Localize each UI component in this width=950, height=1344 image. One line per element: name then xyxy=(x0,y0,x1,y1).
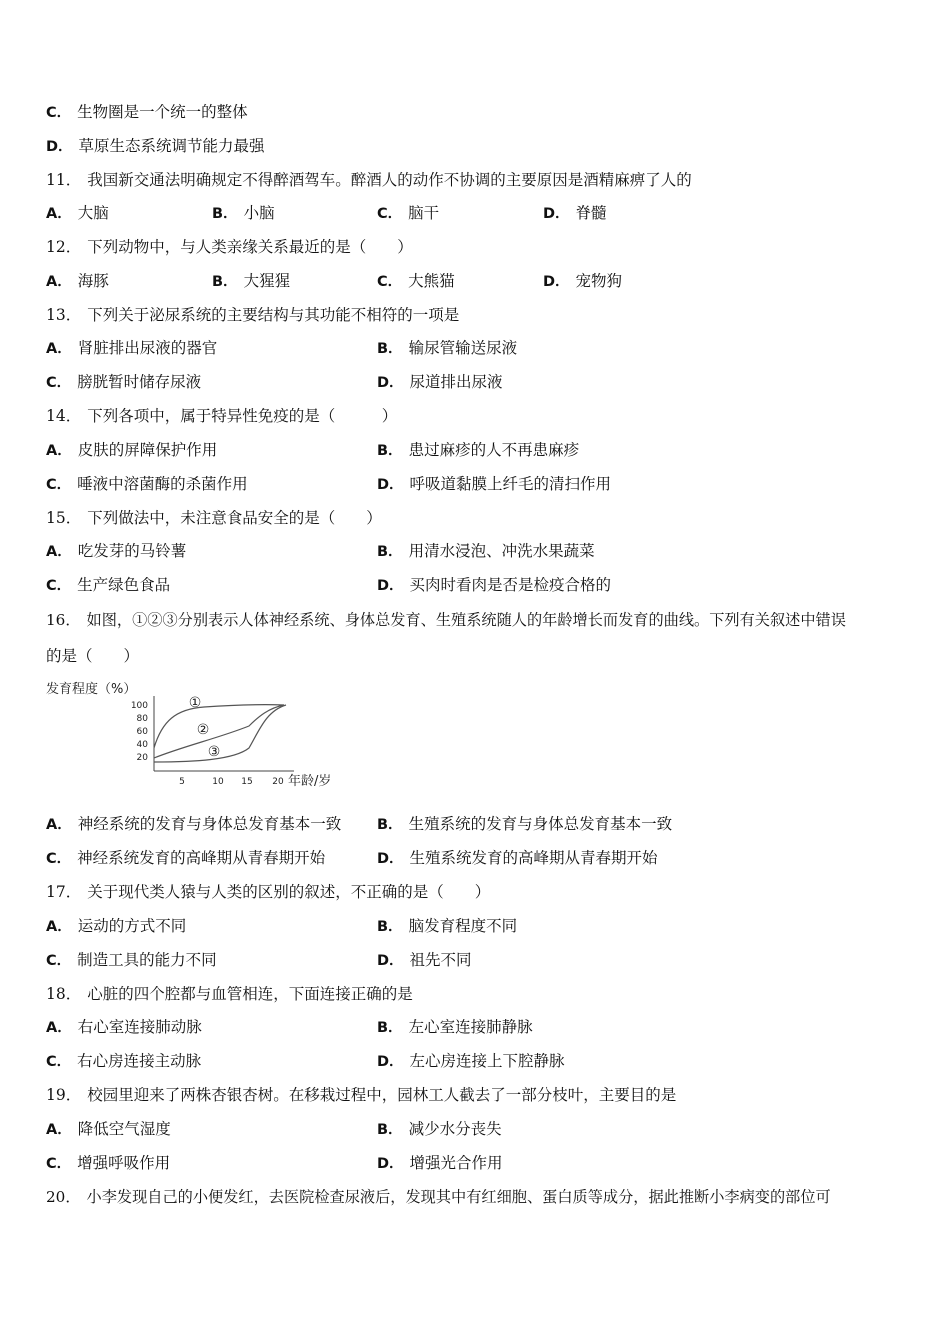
option-label: C． xyxy=(46,1156,72,1172)
option-label: C． xyxy=(46,578,72,594)
question-number: 20． xyxy=(46,1188,81,1206)
option-d-prev xyxy=(46,136,265,157)
question-text: 如图，①②③分别表示人体神经系统、身体总发育、生殖系统随人的年龄增长而发育的曲线。下列有关叙述中错误 xyxy=(86,611,846,629)
option-text: 神经系统的发育与身体总发育基本一致 xyxy=(77,815,342,833)
option-text: 生殖系统发育的高峰期从青春期开始 xyxy=(409,849,658,867)
option-text: 脑发育程度不同 xyxy=(408,917,518,935)
option-label: B． xyxy=(377,544,403,560)
option-text: 大脑 xyxy=(77,204,109,222)
question-text: 的是（ ） xyxy=(46,647,140,665)
y-tick-label: 20 xyxy=(136,753,148,763)
option-a xyxy=(46,338,217,359)
option-label: C． xyxy=(377,274,403,290)
option-a xyxy=(46,1017,202,1038)
option-label: A． xyxy=(46,274,72,290)
curve-nervous-system xyxy=(154,705,284,748)
option-label: B． xyxy=(377,1122,403,1138)
option-label: A． xyxy=(46,443,72,459)
y-tick-label: 100 xyxy=(130,701,148,711)
option-b xyxy=(377,1119,502,1140)
option-text: 小脑 xyxy=(243,204,275,222)
option-c xyxy=(377,271,455,292)
option-a xyxy=(46,271,109,292)
option-text: 吃发芽的马铃薯 xyxy=(77,542,187,560)
question-text: 关于现代类人猿与人类的区别的叙述，不正确的是（ ） xyxy=(87,883,491,901)
option-text: 祖先不同 xyxy=(409,951,472,969)
option-label: D． xyxy=(377,851,404,867)
question-text: 我国新交通法明确规定不得醉酒驾车。醉酒人的动作不协调的主要原因是酒精麻痹了人的 xyxy=(87,171,692,189)
option-label: B． xyxy=(212,206,238,222)
option-c xyxy=(46,575,170,596)
question-number: 16． xyxy=(46,611,81,629)
x-axis-label: 年龄/岁 xyxy=(288,774,332,789)
option-text: 尿道排出尿液 xyxy=(409,373,503,391)
question-14-options-ab xyxy=(0,440,950,460)
development-curve-figure xyxy=(44,676,344,796)
option-label: A． xyxy=(46,817,72,833)
option-label: C． xyxy=(46,375,72,391)
question-text: 下列动物中，与人类亲缘关系最近的是（ ） xyxy=(87,238,413,256)
question-11-options xyxy=(0,203,950,223)
option-label: D． xyxy=(377,1156,404,1172)
option-text: 呼吸道黏膜上纤毛的清扫作用 xyxy=(409,475,612,493)
question-14-stem xyxy=(46,406,397,426)
option-b xyxy=(377,440,579,461)
option-a xyxy=(46,814,341,835)
x-tick-label: 10 xyxy=(212,777,224,787)
option-text: 大猩猩 xyxy=(243,272,291,290)
option-c xyxy=(46,848,325,869)
option-text: 宠物狗 xyxy=(575,272,623,290)
option-c xyxy=(46,1051,201,1072)
question-text: 小李发现自己的小便发红，去医院检查尿液后，发现其中有红细胞、蛋白质等成分，据此推断小李病变的部位可 xyxy=(86,1188,831,1206)
question-number: 19． xyxy=(46,1086,82,1104)
option-text: 运动的方式不同 xyxy=(77,917,187,935)
option-a xyxy=(46,541,186,562)
option-label: A． xyxy=(46,544,72,560)
option-a xyxy=(46,1119,171,1140)
option-a xyxy=(46,440,217,461)
option-label: D． xyxy=(377,578,404,594)
option-text: 脊髓 xyxy=(575,204,607,222)
option-label: C． xyxy=(377,206,403,222)
question-18-stem xyxy=(46,984,413,1004)
question-text: 下列各项中，属于特异性免疫的是（ ） xyxy=(87,407,398,425)
option-text: 膀胱暂时储存尿液 xyxy=(77,373,202,391)
question-19-stem xyxy=(46,1085,676,1105)
question-number: 15． xyxy=(46,509,82,527)
question-14-options-cd xyxy=(0,474,950,494)
curve-label-1: ① xyxy=(188,695,202,711)
option-label: A． xyxy=(46,1020,72,1036)
question-11-stem xyxy=(46,170,692,190)
option-label: A． xyxy=(46,1122,72,1138)
option-label: B． xyxy=(377,443,403,459)
option-text: 大熊猫 xyxy=(408,272,455,290)
option-b xyxy=(377,338,517,359)
option-b xyxy=(212,271,290,292)
x-tick-label: 5 xyxy=(179,777,185,787)
option-text: 生殖系统的发育与身体总发育基本一致 xyxy=(408,815,673,833)
option-text: 左心房连接上下腔静脉 xyxy=(409,1052,565,1070)
option-text: 右心房连接主动脉 xyxy=(77,1052,202,1070)
option-label: B． xyxy=(377,919,403,935)
question-19-options-ab xyxy=(0,1119,950,1139)
question-17-stem xyxy=(46,882,490,902)
question-15-options-ab xyxy=(0,541,950,561)
option-a xyxy=(46,203,109,224)
option-b xyxy=(212,203,275,224)
y-tick-label: 80 xyxy=(136,714,148,724)
option-text: 买肉时看肉是否是检疫合格的 xyxy=(409,576,612,594)
option-label: C． xyxy=(46,851,72,867)
curve-label-3: ③ xyxy=(207,744,221,760)
option-text: 增强呼吸作用 xyxy=(77,1154,171,1172)
option-text: 生物圈是一个统一的整体 xyxy=(77,103,248,121)
option-text: 制造工具的能力不同 xyxy=(77,951,217,969)
option-d xyxy=(377,372,503,393)
question-text: 校园里迎来了两株杏银杏树。在移栽过程中，园林工人截去了一部分枝叶，主要目的是 xyxy=(87,1086,677,1104)
question-16-options-ab xyxy=(0,814,950,834)
option-text: 海豚 xyxy=(77,272,109,290)
question-15-options-cd xyxy=(0,575,950,595)
question-number: 12． xyxy=(46,238,82,256)
option-text: 唾液中溶菌酶的杀菌作用 xyxy=(77,475,248,493)
option-label: B． xyxy=(377,1020,403,1036)
question-17-options-ab xyxy=(0,916,950,936)
option-text: 左心室连接肺静脉 xyxy=(408,1018,533,1036)
option-label: A． xyxy=(46,206,72,222)
option-label: D． xyxy=(377,477,404,493)
question-17-options-cd xyxy=(0,950,950,970)
option-label: D． xyxy=(377,953,404,969)
question-12-stem xyxy=(46,237,413,257)
question-number: 13． xyxy=(46,306,82,324)
question-13-options-ab xyxy=(0,338,950,358)
option-label: A． xyxy=(46,341,72,357)
option-text: 减少水分丧失 xyxy=(408,1120,502,1138)
option-d xyxy=(377,848,658,869)
x-tick-label: 20 xyxy=(272,777,284,787)
option-c xyxy=(46,372,201,393)
option-text: 增强光合作用 xyxy=(409,1154,503,1172)
option-label: D． xyxy=(543,274,570,290)
option-text: 降低空气湿度 xyxy=(77,1120,171,1138)
option-text: 右心室连接肺动脉 xyxy=(77,1018,202,1036)
option-b xyxy=(377,541,595,562)
option-d xyxy=(377,575,611,596)
option-d xyxy=(377,1051,565,1072)
option-b xyxy=(377,916,517,937)
option-b xyxy=(377,814,672,835)
option-label: D． xyxy=(377,375,404,391)
question-12-options xyxy=(0,271,950,291)
question-13-stem xyxy=(46,305,459,325)
option-label: A． xyxy=(46,919,72,935)
option-text: 草原生态系统调节能力最强 xyxy=(78,137,265,155)
option-c xyxy=(377,203,439,224)
option-label: D． xyxy=(543,206,570,222)
option-text: 脑干 xyxy=(408,204,440,222)
x-tick-label: 15 xyxy=(241,777,253,787)
option-label: C． xyxy=(46,477,72,493)
question-number: 17． xyxy=(46,883,82,901)
option-text: 神经系统发育的高峰期从青春期开始 xyxy=(77,849,326,867)
question-text: 下列关于泌尿系统的主要结构与其功能不相符的一项是 xyxy=(87,306,460,324)
option-d xyxy=(543,203,607,224)
y-axis-label: 发育程度（%） xyxy=(46,682,137,697)
option-label: C． xyxy=(46,953,72,969)
option-text: 皮肤的屏障保护作用 xyxy=(77,441,218,459)
option-d xyxy=(377,1153,503,1174)
question-16-stem-cont xyxy=(46,646,139,666)
question-16-options-cd xyxy=(0,848,950,868)
question-number: 11． xyxy=(46,171,82,189)
question-number: 18． xyxy=(46,985,82,1003)
option-text: 用清水浸泡、冲洗水果蔬菜 xyxy=(408,542,595,560)
question-15-stem xyxy=(46,508,382,528)
option-label: B． xyxy=(212,274,238,290)
option-text: 输尿管输送尿液 xyxy=(408,339,518,357)
option-label: C． xyxy=(46,105,72,121)
option-text: 肾脏排出尿液的器官 xyxy=(77,339,218,357)
question-text: 心脏的四个腔都与血管相连，下面连接正确的是 xyxy=(87,985,413,1003)
option-d xyxy=(377,950,472,971)
question-text: 下列做法中，未注意食品安全的是（ ） xyxy=(87,509,382,527)
option-text: 患过麻疹的人不再患麻疹 xyxy=(408,441,580,459)
question-19-options-cd xyxy=(0,1153,950,1173)
option-label: C． xyxy=(46,1054,72,1070)
question-13-options-cd xyxy=(0,372,950,392)
option-b xyxy=(377,1017,533,1038)
curve-label-2: ② xyxy=(196,722,210,738)
question-20-stem xyxy=(46,1187,831,1207)
question-18-options-ab xyxy=(0,1017,950,1037)
y-tick-label: 60 xyxy=(136,727,148,737)
option-label: B． xyxy=(377,341,403,357)
option-d xyxy=(377,474,611,495)
option-c xyxy=(46,950,217,971)
question-18-options-cd xyxy=(0,1051,950,1071)
question-16-stem xyxy=(46,610,846,630)
option-label: D． xyxy=(46,139,73,155)
option-d xyxy=(543,271,622,292)
option-label: D． xyxy=(377,1054,404,1070)
option-text: 生产绿色食品 xyxy=(77,576,171,594)
option-c xyxy=(46,474,248,495)
y-tick-label: 40 xyxy=(136,740,148,750)
option-label: B． xyxy=(377,817,403,833)
question-number: 14． xyxy=(46,407,82,425)
option-c xyxy=(46,1153,170,1174)
option-a xyxy=(46,916,186,937)
option-c-prev xyxy=(46,102,248,123)
